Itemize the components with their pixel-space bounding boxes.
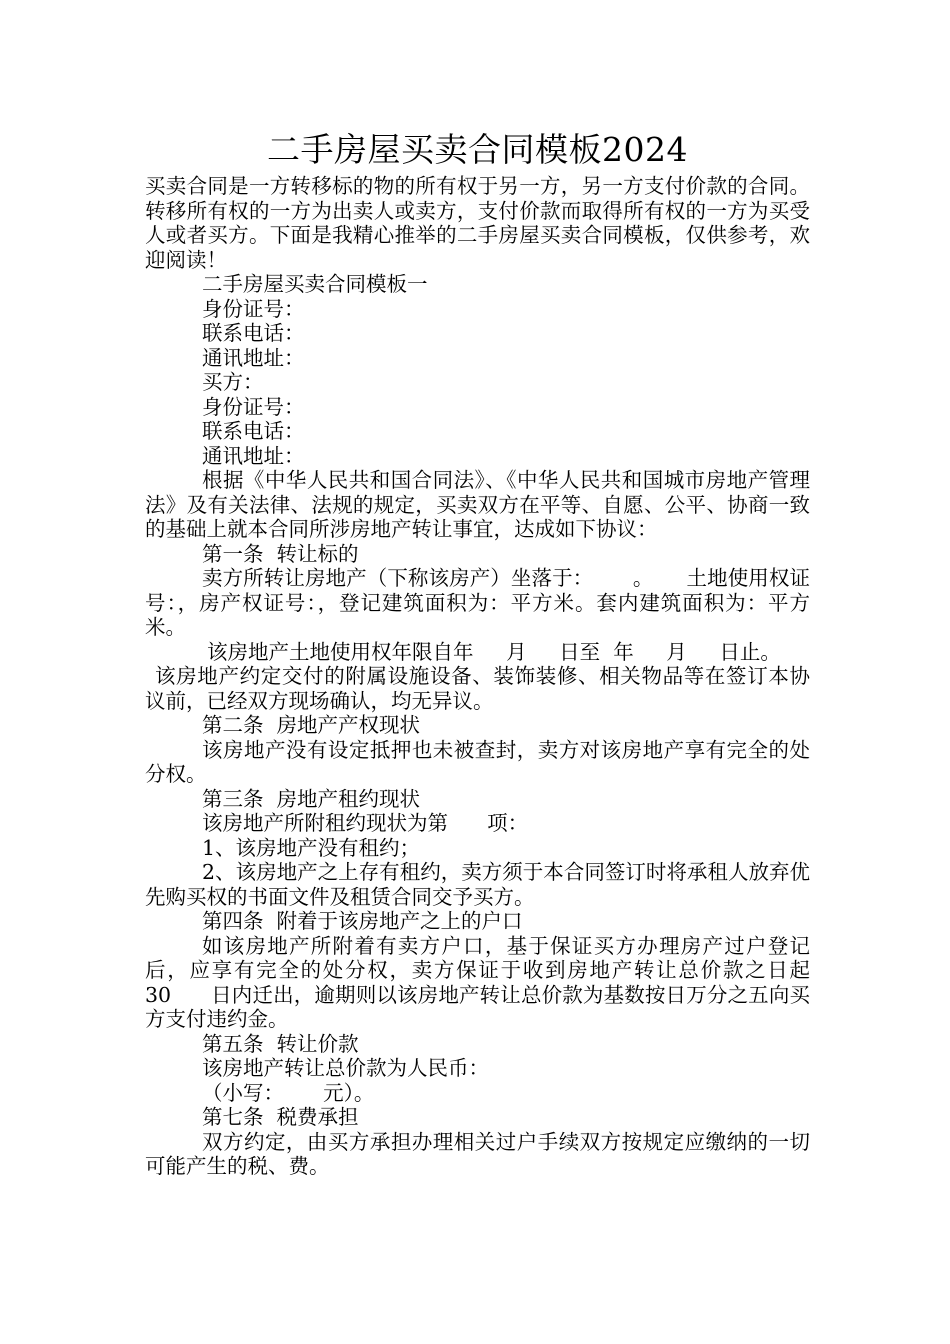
buyer-id-field: 身份证号： [202, 394, 305, 419]
article-7-paragraph-1: 双方约定，由买方承担办理相关过户手续双方按规定应缴纳的一切可能产生的税、费。 [145, 1129, 810, 1178]
article-3-title: 第三条 房地产租约现状 [202, 786, 421, 811]
buyer-phone-field: 联系电话： [202, 419, 305, 443]
article-5-paragraph-1: 该房地产转让总价款为人民币： [202, 1056, 489, 1080]
article-2-paragraph-1: 该房地产没有设定抵押也未被查封，卖方对该房地产享有完全的处分权。 [145, 737, 810, 786]
article-3-item-2: 2、该房地产之上存有租约，卖方须于本合同签订时将承租人放弃优先购买权的书面文件及租赁合同交予买方。 [145, 860, 810, 909]
article-1-paragraph-1: 卖方所转让房地产（下称该房产）坐落于： 。 土地使用权证号：，房产权证号：，登记建筑面积为：平方米。套内建筑面积为：平方米。 [145, 566, 810, 639]
article-5-title: 第五条 转让价款 [202, 1031, 359, 1056]
document-page [145, 130, 850, 1179]
article-5-paragraph-2: （小写： 元）。 [202, 1080, 375, 1105]
article-1-paragraph-3: 该房地产约定交付的附属设施设备、装饰装修、相关物品等在签订本协议前，已经双方现场确认，均无异议。 [145, 664, 810, 713]
article-3-item-1: 1、该房地产没有租约； [202, 835, 421, 860]
article-4-title: 第四条 附着于该房地产之上的户口 [202, 909, 523, 933]
article-3-paragraph-1: 该房地产所附租约现状为第 项： [202, 811, 529, 835]
intro-paragraph: 买卖合同是一方转移标的物的所有权于另一方，另一方支付价款的合同。转移所有权的一方为出卖人或卖方，支付价款而取得所有权的一方为买受人或者买方。下面是我精心推举的二手房屋买卖合同模板，仅供参考，欢迎阅读！ [145, 174, 810, 272]
seller-address-field: 通讯地址： [202, 345, 305, 370]
article-2-title: 第二条 房地产产权现状 [202, 713, 421, 737]
document-title: 二手房屋买卖合同模板2024 [267, 130, 688, 169]
article-1-title: 第一条 转让标的 [202, 541, 359, 566]
article-1-paragraph-2: 该房地产土地使用权年限自年 月 日至 年 月 日止。 [207, 639, 781, 664]
buyer-address-field: 通讯地址： [202, 443, 305, 468]
seller-phone-field: 联系电话： [202, 321, 305, 345]
article-7-title: 第七条 税费承担 [202, 1105, 359, 1129]
article-4-paragraph-1: 如该房地产所附着有卖方户口，基于保证买方办理房产过户登记后，应享有完全的处分权，卖方保证于收到房地产转让总价款之日起 30 日内迁出，逾期则以该房地产转让总价款为基数按日万分之五向买方支付违约金。 [145, 933, 850, 1031]
buyer-label: 买方： [202, 370, 264, 394]
seller-id-field: 身份证号： [202, 296, 305, 321]
section-heading: 二手房屋买卖合同模板一 [202, 272, 428, 296]
preamble-paragraph: 根据《中华人民共和国合同法》、《中华人民共和国城市房地产管理法》及有关法律、法规的规定，买卖双方在平等、自愿、公平、协商一致的基础上就本合同所涉房地产转让事宜，达成如下协议： [145, 468, 810, 541]
